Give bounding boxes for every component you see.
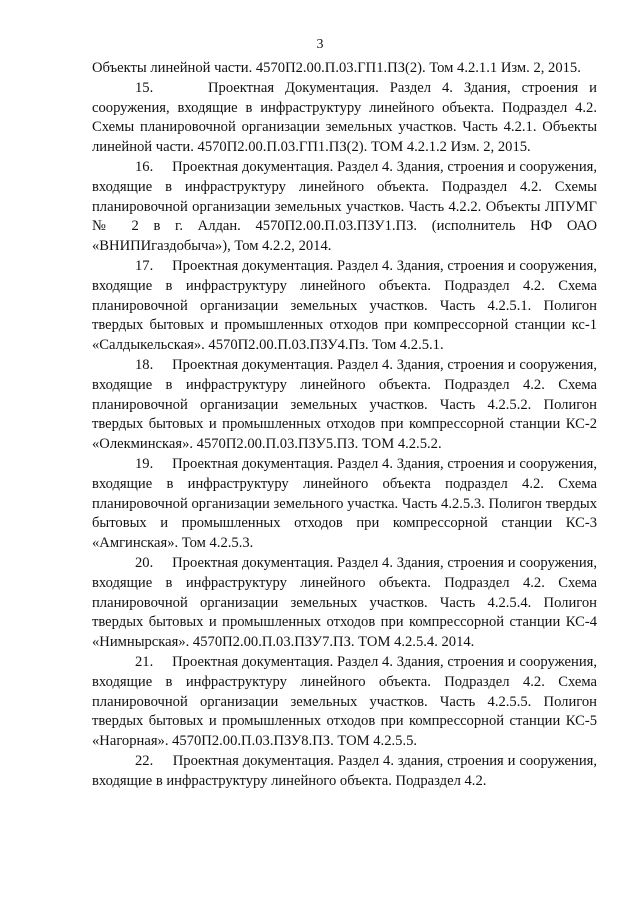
page-number: 3 [316,37,324,52]
list-item-15 [92,79,597,158]
list-item-20 [92,554,597,653]
list-item-text: Проектная документация. Раздел 4. Здания, строения и сооружения, входящие в инфраструктуру линейного объекта. Подраздел 4.2. Схема планировочной организации земельных участков. Часть 4.2.5.5. Полигон твердых бытовых и промышленных отходов при компрессорной станции КС-5 «Нагорная». 4570П2.00.П.03.ПЗУ8.ПЗ. ТОМ 4.2.5.5. [92,653,597,750]
list-item-22 [92,752,597,792]
list-item-text: Объекты линейной части. 4570П2.00.П.03.ГП1.ПЗ(2). Том 4.2.1.1 Изм. 2, 2015. [92,60,581,76]
list-item-number: 21. [135,653,154,670]
list-item-21 [92,653,597,752]
list-item-number: 18. [135,356,154,373]
list-item-18 [92,356,597,455]
list-item-text: Проектная документация. Раздел 4. Здания, строения и сооружения, входящие в инфраструктуру линейного объекта. Подраздел 4.2. Схема планировочной организации земельных участков. Часть 4.2.5.1. Полигон твердых бытовых и промышленных отходов при компрессорной станции кс-1 «Салдыкельская». 4570П2.00.П.03.ПЗУ4.Пз. Том 4.2.5.1. [92,257,597,354]
list-item-number: 20. [135,554,154,571]
list-item-16 [92,158,597,257]
list-item-text: Проектная документация. Раздел 4. Здания, строения и сооружения, входящие в инфраструктуру линейного объекта подраздел 4.2. Схема планировочной организации земельного участка. Часть 4.2.5.3. Полигон твердых бытовых и промышленных отходов при компрессорной станции КС-3 «Амгинская». Том 4.2.5.3. [92,455,597,552]
list-item-number: 15. [135,79,154,96]
list-item-number: 17. [135,257,154,274]
list-item-number: 22. [135,752,154,769]
list-item-19 [92,455,597,554]
list-item-text: Проектная документация. Раздел 4. Здания, строения и сооружения, входящие в инфраструктуру линейного объекта. Подраздел 4.2. Схемы планировочной организации земельных участков. Часть 4.2.2. Объекты ЛПУМГ № 2 в г. Алдан. 4570П2.00.П.03.ПЗУ1.ПЗ. (исполнитель НФ ОАО «ВНИПИгаздобыча»), Том 4.2.2, 2014. [92,158,597,255]
list-item-text: Проектная Документация. Раздел 4. Здания, строения и сооружения, входящие в инфраструктуру линейного объекта. Подраздел 4.2. Схемы планировочной организации земельных участков. Часть 4.2.1. Объекты линейной части. 4570П2.00.П.03.ГП1.ПЗ(2). ТОМ 4.2.1.2 Изм. 2, 2015. [92,79,597,156]
list-item-number: 16. [135,158,154,175]
list-item-continuation [92,59,597,79]
list-item-17 [92,257,597,356]
list-item-text: Проектная документация. Раздел 4. здания, строения и сооружения, входящие в инфраструктуру линейного объекта. Подраздел 4.2. [92,752,598,789]
document-body [92,59,597,791]
list-item-text: Проектная документация. Раздел 4. Здания, строения и сооружения, входящие в инфраструктуру линейного объекта. Подраздел 4.2. Схема планировочной организации земельных участков. Часть 4.2.5.2. Полигон твердых бытовых и промышленных отходов при компрессорной станции КС-2 «Олекминская». 4570П2.00.П.03.ПЗУ5.ПЗ. ТОМ 4.2.5.2. [92,356,597,453]
list-item-number: 19. [135,455,154,472]
list-item-text: Проектная документация. Раздел 4. Здания, строения и сооружения, входящие в инфраструктуру линейного объекта. Подраздел 4.2. Схема планировочной организации земельных участков. Часть 4.2.5.4. Полигон твердых бытовых и промышленных отходов при компрессорной станции КС-4 «Нимнырская». 4570П2.00.П.03.ПЗУ7.ПЗ. ТОМ 4.2.5.4. 2014. [92,554,597,651]
